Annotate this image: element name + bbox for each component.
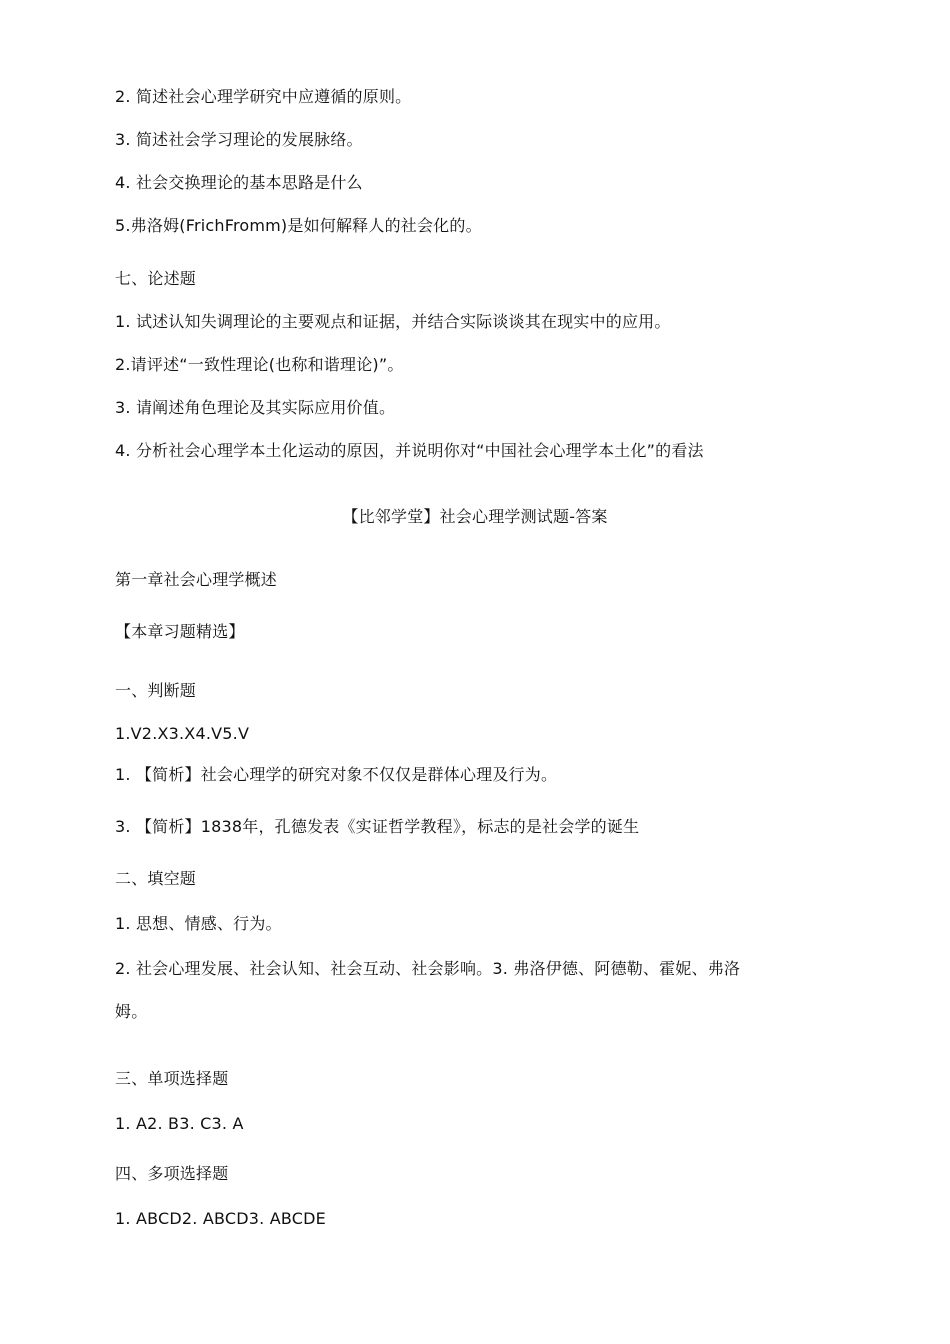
true-false-answers: 1.V2.X3.X4.V5.V [115, 724, 250, 743]
essay-question-1: 1. 试述认知失调理论的主要观点和证据，并结合实际谈谈其在现实中的应用。 [115, 312, 671, 331]
question-4-short-answer: 4. 社会交换理论的基本思路是什么 [115, 173, 363, 192]
answer-title: 【比邻学堂】社会心理学测试题-答案 [342, 507, 608, 526]
section-heading-single-choice: 三、单项选择题 [115, 1069, 229, 1088]
essay-question-4: 4. 分析社会心理学本土化运动的原因，并说明你对“中国社会心理学本土化”的看法 [115, 441, 704, 460]
question-2-short-answer: 2. 简述社会心理学研究中应遵循的原则。 [115, 87, 412, 106]
essay-question-3: 3. 请阐述角色理论及其实际应用价值。 [115, 398, 396, 417]
section-heading-essay: 七、论述题 [115, 269, 197, 288]
multiple-choice-answers: 1. ABCD2. ABCD3. ABCDE [115, 1209, 326, 1228]
question-3-short-answer: 3. 简述社会学习理论的发展脉络。 [115, 130, 363, 149]
essay-question-2: 2.请评述“一致性理论(也称和谐理论)”。 [115, 355, 404, 374]
single-choice-answers: 1. A2. B3. C3. A [115, 1114, 244, 1133]
chapter-title: 第一章社会心理学概述 [115, 570, 278, 589]
exercise-heading: 【本章习题精选】 [115, 622, 245, 641]
question-5-short-answer: 5.弗洛姆(FrichFromm)是如何解释人的社会化的。 [115, 216, 482, 235]
section-heading-multiple-choice: 四、多项选择题 [115, 1164, 229, 1183]
section-heading-true-false: 一、判断题 [115, 681, 197, 700]
fill-blank-answer-continuation: 姆。 [115, 1002, 148, 1021]
fill-blank-answer-1: 1. 思想、情感、行为。 [115, 914, 282, 933]
analysis-3: 3. 【简析】1838年，孔德发表《实证哲学教程》，标志的是社会学的诞生 [115, 817, 640, 836]
section-heading-fill-blank: 二、填空题 [115, 869, 197, 888]
analysis-1: 1. 【简析】社会心理学的研究对象不仅仅是群体心理及行为。 [115, 765, 558, 784]
fill-blank-answer-2: 2. 社会心理发展、社会认知、社会互动、社会影响。3. 弗洛伊德、阿德勒、霍妮、弗洛 [115, 959, 741, 978]
